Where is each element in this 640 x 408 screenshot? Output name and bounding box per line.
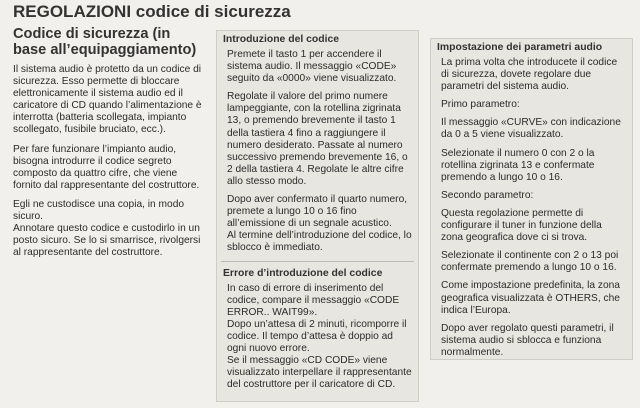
code-entry-heading: Introduzione del codice [223,34,340,45]
security-code-column [13,26,206,266]
paragraph: Dopo aver regolato questi parametri, il sistema audio si sblocca e funziona normalmente. [441,322,614,358]
paragraph: Per fare funzionare l’impianto audio, bisogna introdurre il codice segreto composto da quattro cifre, che viene fornito dal rappresentante del costruttore. [13,143,200,191]
paragraph: Egli ne custodisce una copia, in modo sicuro. [13,198,185,223]
paragraph: Questa regolazione permette di configurare il tuner in funzione della zona geografica dove ci si trova. [441,207,602,244]
paragraph: Annotare questo codice e custodirlo in un posto sicuro. Se lo si smarrisce, rivolgersi al rappresentante del costruttore. [13,223,201,259]
paragraph: Se il messaggio «CD CODE» viene visualizzato interpellare il rappresentante del costruttore per il caricatore di CD. [227,355,412,391]
paragraph: La prima volta che introducete il codice di sicurezza, dovete regolare due parametri del sistema audio. [441,57,618,93]
paragraph: Selezionate il numero 0 con 2 o la rotellina zigrinata 13 e confermate premendo a lungo 10 o 16. [441,147,595,183]
code-entry-box [216,30,419,402]
paragraph: Secondo parametro: [441,189,534,201]
paragraph: Primo parametro: [441,99,520,111]
paragraph: Il sistema audio è protetto da un codice di sicurezza. Esso permette di bloccare elettronicamente il sistema audio ed il caricatore di CD quando l’alimentazione è interrotta (batteria scollegata, impianto scollegato, fusibile bruciato, ecc.). [13,64,202,136]
paragraph: Dopo un’attesa di 2 minuti, ricomporre il codice. Il tempo d’attesa è doppio ad ogni nuovo errore. [227,318,407,354]
paragraph: Come impostazione predefinita, la zona geografica visualizzata è OTHERS, che indica l’Europa. [441,280,620,316]
divider [221,261,414,262]
page-title: REGOLAZIONI codice di sicurezza [13,2,291,21]
paragraph: Al termine dell’introduzione del codice, lo sblocco è immediato. [227,230,412,254]
paragraph: Selezionate il continente con 2 o 13 poi confermate premendo a lungo 10 o 16. [441,250,619,274]
paragraph: Dopo aver confermato il quarto numero, premete a lungo 10 o 16 fino all’emissione di un segnale acustico. [227,194,408,230]
security-code-heading: Codice di sicurezza (in base all’equipaggiamento) [13,26,197,58]
paragraph: Premete il tasto 1 per accendere il sistema audio. Il messaggio «CODE» seguito da «0000» viene visualizzato. [227,49,397,85]
audio-parameters-heading: Impostazione dei parametri audio [437,42,603,53]
paragraph: Regolate il valore del primo numere lampeggiante, con la rotellina zigrinata 13, o premendo brevemente il tasto 1 della tastiera 4 fino a raggiungere il numero desiderato. Passate al numero successivo premendo brevemente 16, o 2 della tastiera 4. Regolate le altre cifre allo stesso modo. [227,91,408,187]
code-error-heading: Errore d’introduzione del codice [223,267,383,279]
paragraph: In caso di errore di inserimento del codice, compare il messaggio «CODE ERROR.. WAIT99». [227,282,400,318]
audio-parameters-box [430,38,633,360]
paragraph: Il messaggio «CURVE» con indicazione da 0 a 5 viene visualizzato. [441,117,621,141]
